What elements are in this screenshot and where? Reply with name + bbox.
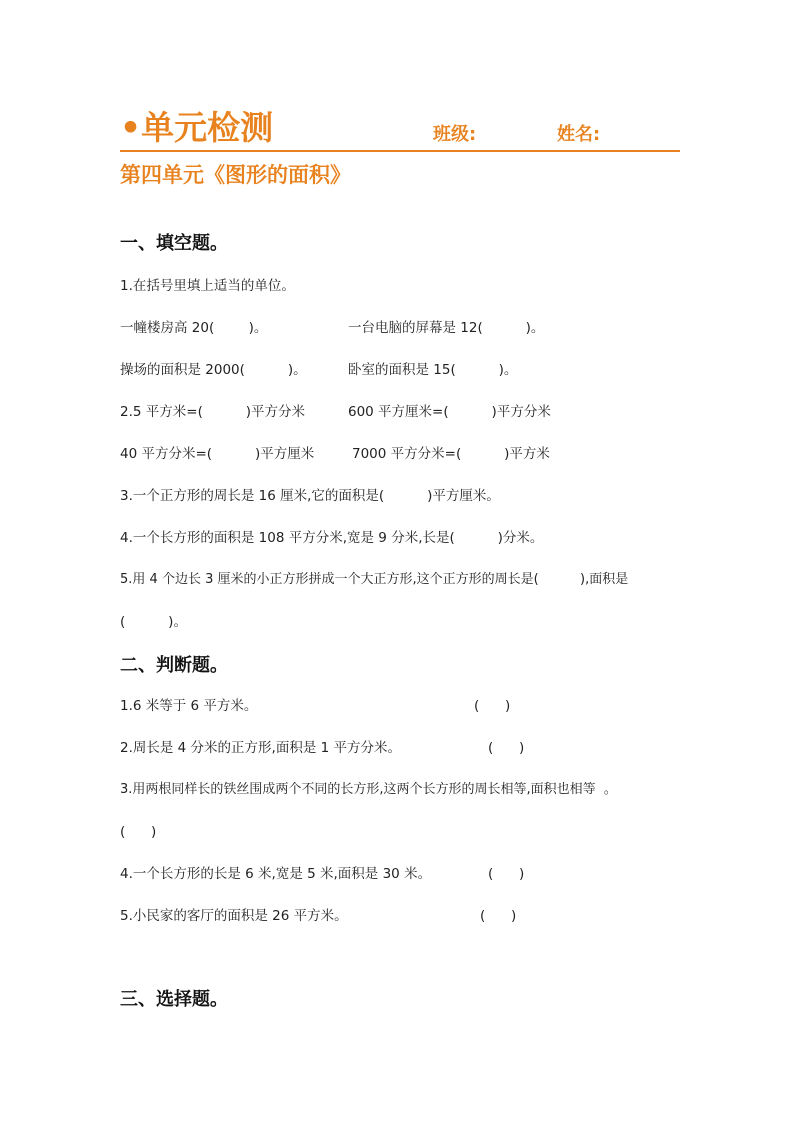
judge-q3-paren: ( ) (120, 824, 157, 840)
fill-q2-a: 2.5 平方米=( )平方分米 (120, 404, 306, 420)
judge-q2-paren: ( ) (488, 740, 525, 756)
fill-q2-b: 600 平方厘米=( )平方分米 (348, 404, 551, 420)
section-choice-title: 三、选择题。 (120, 989, 228, 1010)
fill-q1-b: 一台电脑的屏幕是 12( )。 (348, 320, 545, 336)
section-fill-in-title: 一、填空题。 (120, 233, 228, 254)
judge-q4: 4.一个长方形的长是 6 米,宽是 5 米,面积是 30 米。 (120, 866, 432, 882)
fill-q5-line1: 5.用 4 个边长 3 厘米的小正方形拼成一个大正方形,这个正方形的周长是( ),面积是 (120, 572, 629, 587)
fill-q1-intro: 1.在括号里填上适当的单位。 (120, 278, 295, 294)
section-judge-title: 二、判断题。 (120, 655, 228, 676)
unit-subtitle: 第四单元《图形的面积》 (120, 163, 351, 187)
judge-q3: 3.用两根同样长的铁丝围成两个不同的长方形,这两个长方形的周长相等,面积也相等 。 (120, 782, 617, 797)
fill-q1-d: 卧室的面积是 15( )。 (348, 362, 518, 378)
fill-q4: 4.一个长方形的面积是 108 平方分米,宽是 9 分米,长是( )分米。 (120, 530, 544, 546)
class-label: 班级: (433, 124, 477, 145)
name-label: 姓名: (557, 124, 601, 145)
unit-test-title: •单元检测 (120, 108, 274, 147)
judge-q2: 2.周长是 4 分米的正方形,面积是 1 平方分米。 (120, 740, 402, 756)
judge-q4-paren: ( ) (488, 866, 525, 882)
judge-q1-paren: ( ) (474, 698, 511, 714)
worksheet-header (120, 108, 680, 152)
judge-q5-paren: ( ) (480, 908, 517, 924)
fill-q5-line2: ( )。 (120, 614, 187, 630)
fill-q2-d: 7000 平方分米=( )平方米 (352, 446, 550, 462)
fill-q2-c: 40 平方分米=( )平方厘米 (120, 446, 315, 462)
fill-q1-a: 一幢楼房高 20( )。 (120, 320, 268, 336)
fill-q1-c: 操场的面积是 2000( )。 (120, 362, 307, 378)
fill-q3: 3.一个正方形的周长是 16 厘米,它的面积是( )平方厘米。 (120, 488, 500, 504)
judge-q1: 1.6 米等于 6 平方米。 (120, 698, 258, 714)
judge-q5: 5.小民家的客厅的面积是 26 平方米。 (120, 908, 348, 924)
